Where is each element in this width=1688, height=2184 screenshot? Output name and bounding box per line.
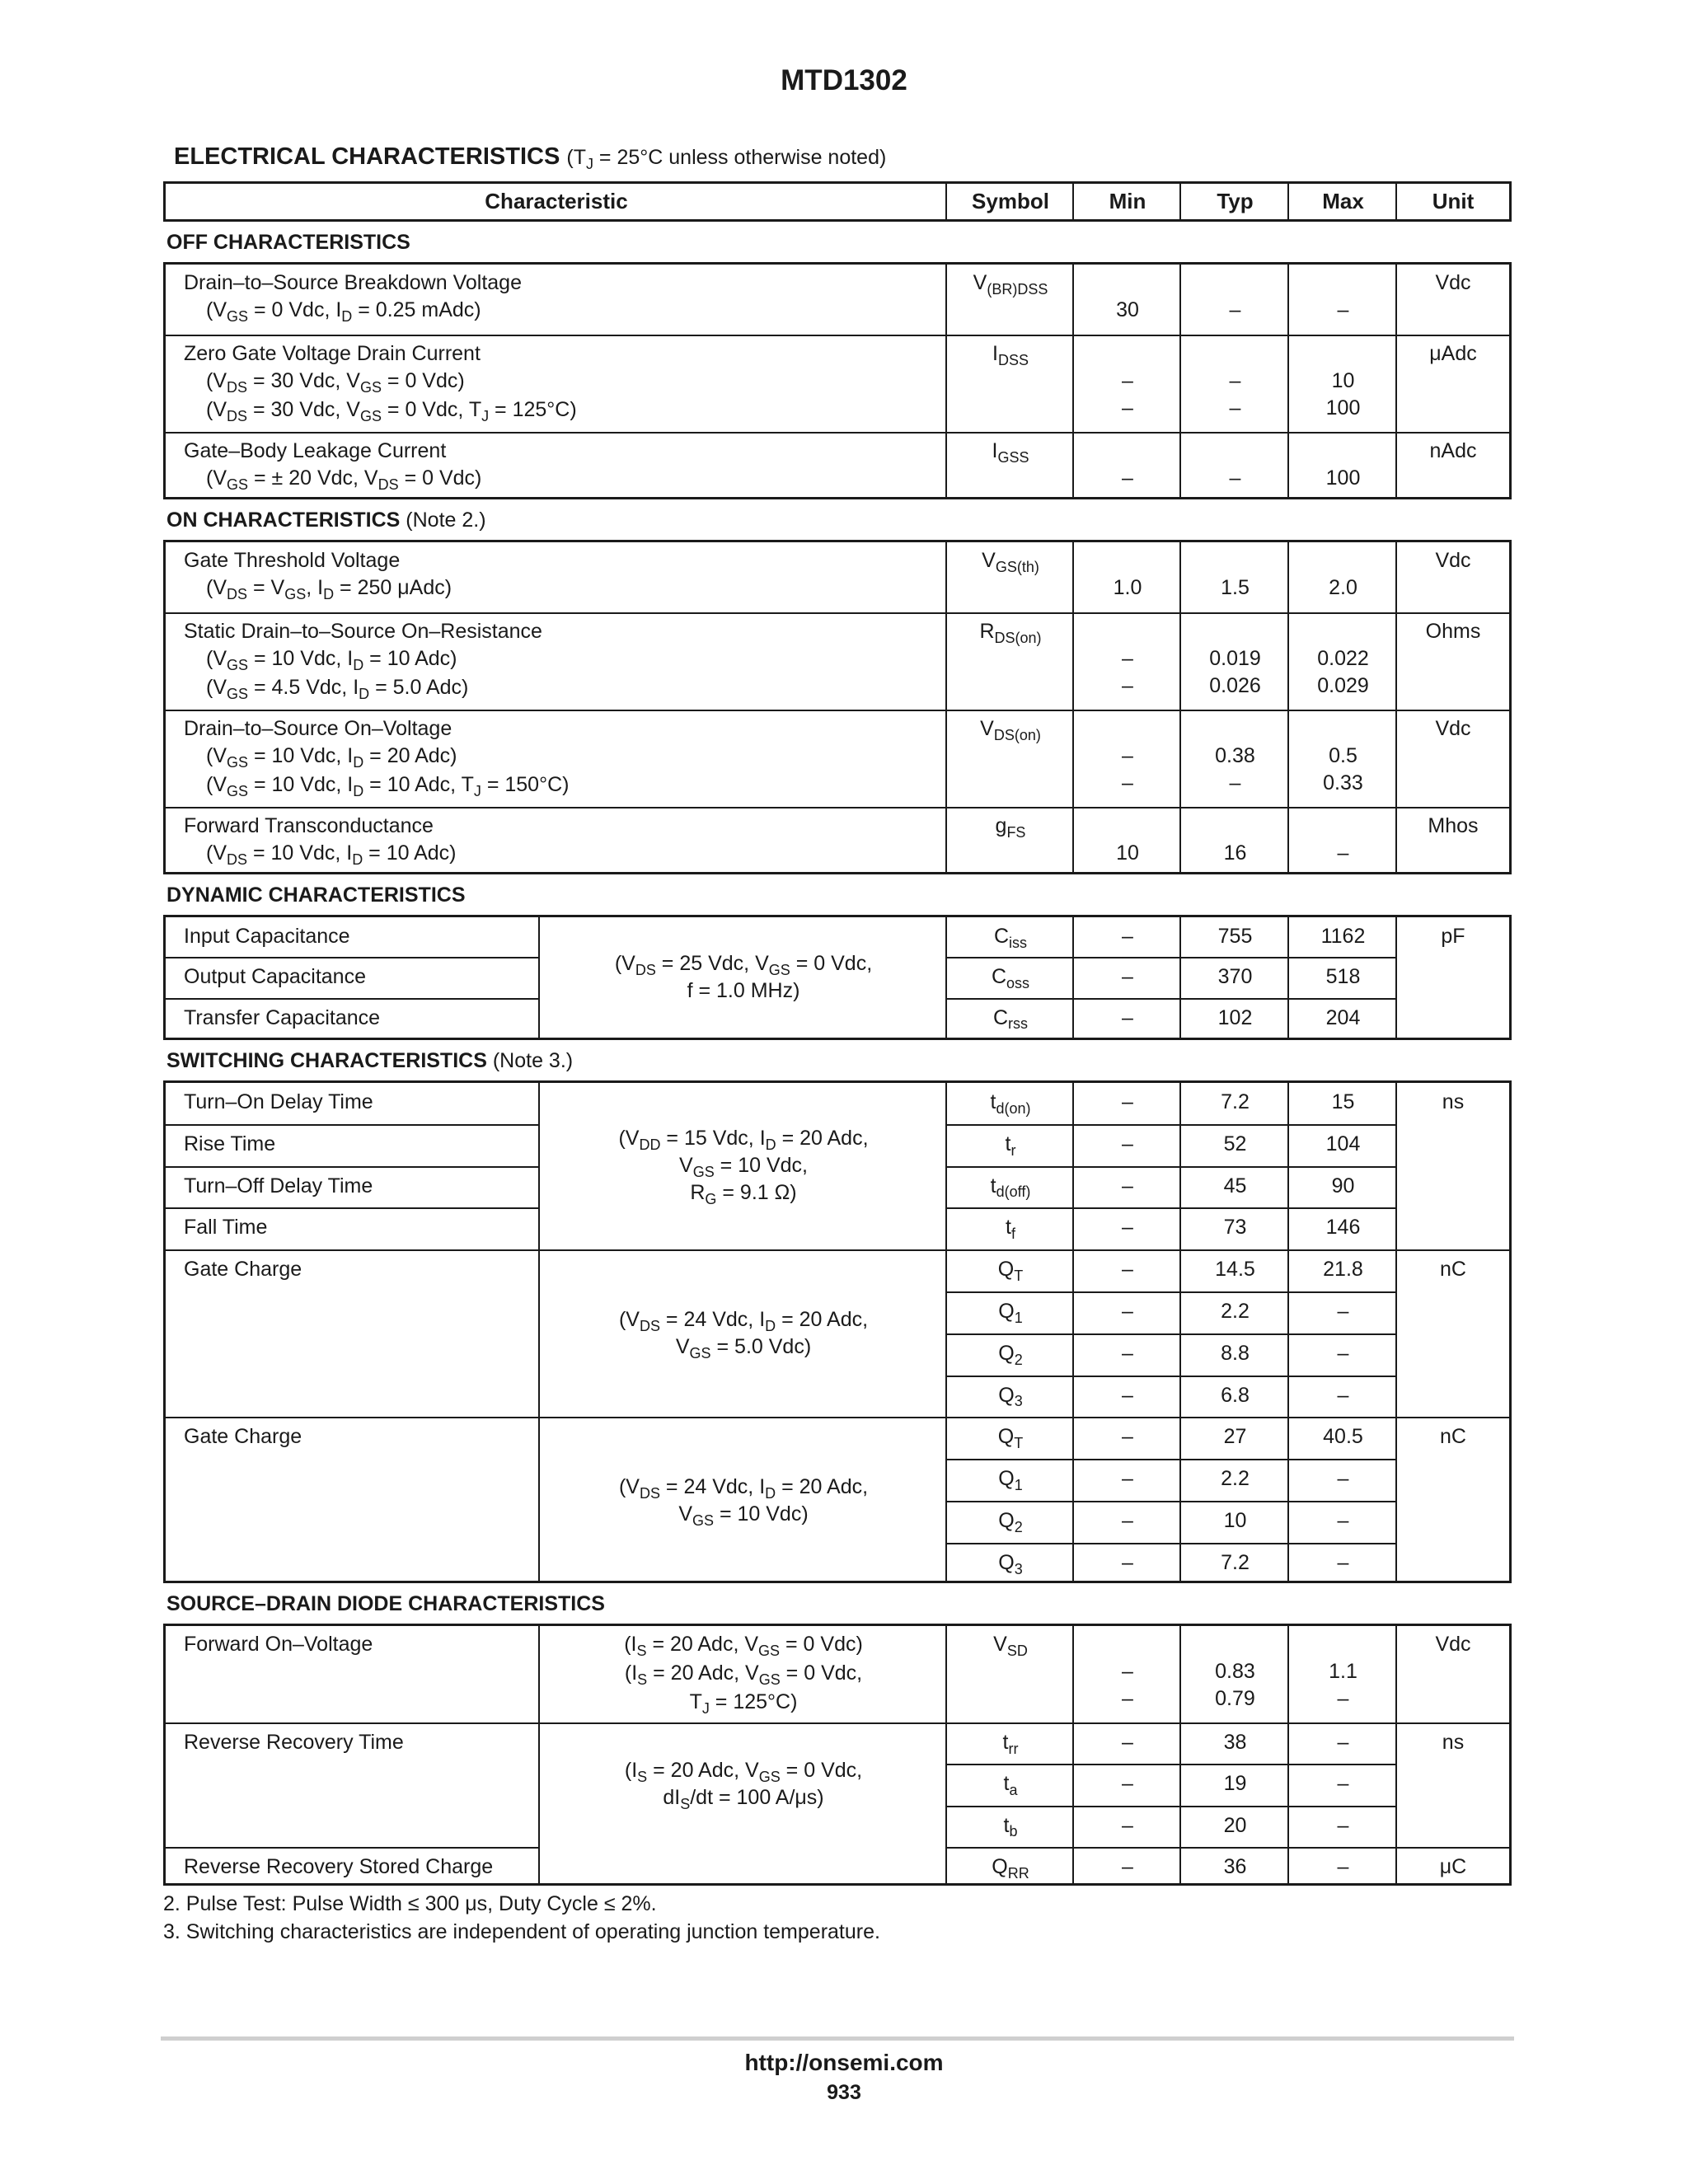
min: [1074, 645, 1181, 700]
unit: pF: [1441, 925, 1465, 948]
condition-line: f = 1.0 MHz): [687, 978, 800, 1002]
min-value: 30: [1116, 298, 1139, 321]
symbol: $Q_1$: [998, 1300, 1023, 1326]
min-value: –: [1122, 396, 1133, 419]
typ: 14.5: [1215, 1258, 1255, 1282]
min-value: –: [1122, 744, 1133, 767]
symbol: $t_a$: [1003, 1772, 1018, 1799]
characteristic-name: Rise Time: [184, 1132, 276, 1155]
max: [1289, 368, 1397, 422]
min-value: –: [1122, 1660, 1133, 1683]
table-row: [184, 340, 926, 425]
max: –: [1337, 1383, 1349, 1407]
on-section: [166, 509, 486, 532]
min-value: –: [1122, 466, 1133, 490]
dynamic-block: [163, 915, 1512, 1040]
min: –: [1122, 1090, 1133, 1113]
symbol: $t_b$: [1003, 1813, 1018, 1840]
max: 204: [1325, 1005, 1361, 1029]
symbol: $V_{(BR)DSS}$: [973, 271, 1048, 298]
characteristic-name: Gate Threshold Voltage: [184, 549, 401, 572]
row-divider: [947, 1333, 1397, 1335]
row-divider: [166, 1249, 1509, 1251]
symbol: $I_{DSS}$: [992, 342, 1029, 368]
condition-line: $V_{GS} = 10$ Vdc): [678, 1502, 809, 1529]
table-row: [184, 813, 926, 869]
max: 90: [1331, 1174, 1355, 1197]
test-condition: ($V_{GS} = 10$ Vdc, $I_D = 20$ Adc): [206, 744, 457, 771]
min: [1074, 840, 1181, 867]
row-divider: [166, 1124, 540, 1126]
table-title: [174, 143, 886, 171]
switching-section: [166, 1049, 573, 1073]
symbol: $Q_3$: [998, 1383, 1023, 1410]
typ: 7.2: [1221, 1090, 1250, 1113]
unit: Vdc: [1435, 717, 1471, 740]
typ: [1181, 368, 1289, 422]
condition-line: ($I_S = 20$ Adc, $V_{GS} = 0$ Vdc,: [624, 1661, 863, 1688]
unit: Vdc: [1435, 549, 1471, 572]
dynamic-section-title: DYNAMIC CHARACTERISTICS: [166, 883, 466, 907]
condition-line: $V_{GS} = 5.0$ Vdc): [675, 1334, 812, 1361]
max: 40.5: [1323, 1425, 1363, 1449]
off-block: [163, 262, 1512, 499]
header-symbol: Symbol: [972, 189, 1049, 213]
min: –: [1122, 1854, 1133, 1878]
max-value: 100: [1325, 466, 1361, 490]
min: –: [1122, 1772, 1133, 1796]
row-divider: [947, 1847, 1397, 1849]
typ-value: 1.5: [1221, 576, 1250, 599]
test-condition: ($V_{DS} = 10$ Vdc, $I_D = 10$ Adc): [206, 841, 457, 868]
min-value: –: [1122, 369, 1133, 392]
typ-value: –: [1229, 369, 1241, 392]
test-condition: [540, 1758, 947, 1812]
min: [1074, 297, 1181, 324]
row-divider: [1397, 1847, 1509, 1849]
symbol: $Q_2$: [998, 1341, 1023, 1368]
on-section-note: (Note 2.): [400, 509, 486, 532]
typ: 2.2: [1221, 1300, 1250, 1323]
header-min: Min: [1109, 189, 1146, 213]
max-value: –: [1337, 1687, 1349, 1710]
characteristic-name: Gate–Body Leakage Current: [184, 439, 447, 462]
max: 518: [1325, 965, 1361, 989]
typ: 27: [1223, 1425, 1247, 1449]
max: 21.8: [1323, 1258, 1363, 1282]
min: –: [1122, 1258, 1133, 1282]
typ-value: 16: [1223, 841, 1247, 865]
typ-value: 0.38: [1215, 744, 1255, 767]
min: –: [1122, 1174, 1133, 1197]
test-condition: ($V_{GS} = 4.5$ Vdc, $I_D = 5.0$ Adc): [206, 676, 469, 702]
unit: ns: [1442, 1090, 1465, 1113]
row-divider: [947, 957, 1397, 958]
page-number: 933: [827, 2081, 861, 2104]
typ: 102: [1217, 1005, 1253, 1029]
row-divider: [166, 1722, 1509, 1724]
condition-line: $T_J = 125^\circ C$): [689, 1690, 798, 1717]
symbol: $C_{iss}$: [993, 925, 1028, 951]
characteristic-name: Gate Charge: [184, 1425, 302, 1449]
max: 104: [1325, 1132, 1361, 1155]
characteristic-name: Turn–On Delay Time: [184, 1090, 373, 1113]
max: [1289, 297, 1397, 324]
min-value: –: [1122, 771, 1133, 794]
test-condition: ($V_{GS} = 10$ Vdc, $I_D = 10$ Adc, $T_J = 150^\circ C$): [206, 773, 570, 799]
typ-value: 0.83: [1215, 1660, 1255, 1683]
row-divider: [947, 1806, 1397, 1807]
min: –: [1122, 1550, 1133, 1574]
row-divider: [166, 432, 1509, 434]
symbol: $C_{rss}$: [992, 1005, 1029, 1033]
symbol: $t_f$: [1006, 1216, 1015, 1243]
unit: Vdc: [1435, 271, 1471, 294]
characteristic-name: Zero Gate Voltage Drain Current: [184, 342, 481, 365]
test-condition: ($V_{DS} = 30$ Vdc, $V_{GS} = 0$ Vdc): [206, 369, 465, 396]
min-value: –: [1122, 647, 1133, 670]
min: –: [1122, 1005, 1133, 1029]
max: [1289, 743, 1397, 797]
characteristic-name: Reverse Recovery Time: [184, 1731, 404, 1754]
min: [1074, 574, 1181, 602]
test-condition: ($V_{GS}$ = ± 20 Vdc, $V_{DS} = 0$ Vdc): [206, 466, 482, 493]
typ: [1181, 743, 1289, 797]
typ: 7.2: [1221, 1550, 1250, 1574]
unit: Mhos: [1428, 814, 1479, 837]
min: –: [1122, 965, 1133, 989]
symbol: $Q_{RR}$: [992, 1854, 1029, 1882]
condition-line: ($V_{DS} = 25$ Vdc, $V_{GS} = 0$ Vdc,: [614, 951, 873, 978]
characteristic-name: Forward On–Voltage: [184, 1633, 373, 1656]
characteristic-name: Forward Transconductance: [184, 814, 434, 837]
diode-block: [163, 1624, 1512, 1886]
header-max: Max: [1322, 189, 1364, 213]
typ: 370: [1217, 965, 1253, 989]
switching-section-title: SWITCHING CHARACTERISTICS: [166, 1049, 487, 1072]
test-condition: [540, 1126, 947, 1207]
min: [1074, 465, 1181, 492]
max: –: [1337, 1813, 1349, 1837]
table-condition: ($T_J = 25^\circ C$ unless otherwise noted): [566, 146, 887, 172]
row-divider: [166, 1166, 540, 1168]
symbol: $t_{rr}$: [1002, 1731, 1019, 1757]
condition-line: $V_{GS} = 10$ Vdc,: [679, 1154, 808, 1180]
footnote: 3. Switching characteristics are independent of operating junction temperature.: [163, 1920, 880, 1943]
max-value: 1.1: [1329, 1660, 1357, 1683]
row-divider: [166, 710, 1509, 711]
max: –: [1337, 1772, 1349, 1796]
typ: [1181, 465, 1289, 492]
footer-divider: [161, 2036, 1514, 2041]
max: [1289, 645, 1397, 700]
row-divider: [947, 1459, 1397, 1460]
typ: 36: [1223, 1854, 1247, 1878]
condition-line: $dI_S/dt = 100$ A/μs): [663, 1786, 824, 1813]
max: –: [1337, 1550, 1349, 1574]
table-title-text: ELECTRICAL CHARACTERISTICS: [174, 143, 560, 170]
min: [1074, 368, 1181, 422]
row-divider: [166, 807, 1509, 808]
row-divider: [166, 998, 540, 1000]
condition-line: $R_G = 9.1$ Ω): [690, 1181, 797, 1207]
condition-line: ($V_{DS} = 24$ Vdc, $I_D = 20$ Adc,: [618, 1307, 869, 1334]
min: –: [1122, 1383, 1133, 1407]
switching-section-note: (Note 3.): [486, 1049, 574, 1072]
switching-block: [163, 1080, 1512, 1583]
test-condition: [540, 1307, 947, 1361]
row-divider: [947, 1376, 1397, 1377]
max-value: –: [1337, 841, 1349, 865]
typ-value: –: [1229, 298, 1241, 321]
min: [1074, 1658, 1181, 1713]
symbol: $V_{SD}$: [993, 1633, 1028, 1659]
dynamic-section: [166, 883, 466, 907]
characteristic-name: Fall Time: [184, 1216, 268, 1240]
table-header: [163, 181, 1512, 222]
row-divider: [166, 1207, 540, 1209]
page-title: MTD1302: [781, 64, 907, 96]
test-condition: ($V_{DS} = 30$ Vdc, $V_{GS} = 0$ Vdc, $T_J = 125^\circ C$): [206, 398, 577, 424]
min-value: –: [1122, 674, 1133, 697]
typ: [1181, 840, 1289, 867]
symbol: $t_{d(off)}$: [990, 1174, 1031, 1201]
symbol: $Q_2$: [998, 1509, 1023, 1535]
symbol: $t_{d(on)}$: [990, 1090, 1031, 1117]
typ: 755: [1217, 925, 1253, 948]
unit: nC: [1440, 1258, 1466, 1282]
typ: 19: [1223, 1772, 1247, 1796]
max: –: [1337, 1731, 1349, 1754]
symbol: $C_{oss}$: [991, 965, 1030, 992]
unit: μAdc: [1429, 342, 1477, 365]
typ: [1181, 574, 1289, 602]
max: 1162: [1320, 925, 1366, 948]
typ-value: –: [1229, 466, 1241, 490]
characteristic-name: Drain–to–Source On–Voltage: [184, 717, 452, 740]
min: –: [1122, 1813, 1133, 1837]
max: –: [1337, 1854, 1349, 1878]
row-divider: [947, 1501, 1397, 1502]
characteristic-name: Static Drain–to–Source On–Resistance: [184, 620, 542, 643]
min: –: [1122, 1731, 1133, 1754]
typ-value: –: [1229, 771, 1241, 794]
diode-section-title: SOURCE–DRAIN DIODE CHARACTERISTICS: [166, 1592, 605, 1615]
row-divider: [166, 1847, 540, 1849]
symbol: $V_{GS(th)}$: [982, 549, 1039, 575]
min: –: [1122, 1300, 1133, 1323]
max-value: 0.022: [1317, 647, 1369, 670]
characteristic-name: Input Capacitance: [184, 925, 350, 948]
max: [1289, 1658, 1397, 1713]
symbol: $Q_T$: [997, 1258, 1024, 1284]
row-divider: [947, 1764, 1397, 1765]
off-section: [166, 231, 410, 255]
max-value: 100: [1325, 396, 1361, 419]
condition-line: ($V_{DS} = 24$ Vdc, $I_D = 20$ Adc,: [618, 1475, 869, 1502]
characteristic-name: Output Capacitance: [184, 965, 366, 989]
row-divider: [947, 1291, 1397, 1293]
symbol: $Q_T$: [997, 1425, 1024, 1452]
min: –: [1122, 1341, 1133, 1365]
typ: 8.8: [1221, 1341, 1250, 1365]
condition-line: ($I_S = 20$ Adc, $V_{GS} = 0$ Vdc): [624, 1633, 863, 1659]
test-condition: ($V_{GS} = 10$ Vdc, $I_D = 10$ Adc): [206, 647, 457, 673]
typ: [1181, 645, 1289, 700]
on-block: [163, 540, 1512, 874]
typ: [1181, 297, 1289, 324]
typ: 52: [1223, 1132, 1247, 1155]
symbol: $V_{DS(on)}$: [980, 717, 1041, 743]
symbol: $t_r$: [1005, 1132, 1016, 1159]
max: –: [1337, 1300, 1349, 1323]
table-row: [184, 269, 926, 326]
characteristic-name: Gate Charge: [184, 1258, 302, 1282]
table-row: [184, 438, 926, 494]
max-value: 2.0: [1329, 576, 1357, 599]
test-condition: [540, 951, 947, 1004]
typ: 38: [1223, 1731, 1247, 1754]
characteristic-name: Drain–to–Source Breakdown Voltage: [184, 271, 522, 294]
characteristic-name: Transfer Capacitance: [184, 1005, 381, 1029]
row-divider: [947, 1543, 1397, 1544]
condition-line: ($I_S = 20$ Adc, $V_{GS} = 0$ Vdc,: [624, 1759, 863, 1786]
unit: μC: [1439, 1854, 1467, 1878]
unit: nC: [1440, 1425, 1466, 1449]
row-divider: [947, 1166, 1397, 1168]
max: –: [1337, 1509, 1349, 1532]
table-row: [184, 715, 926, 800]
min: –: [1122, 1132, 1133, 1155]
typ: 10: [1223, 1509, 1247, 1532]
min: –: [1122, 1425, 1133, 1449]
symbol: $I_{GSS}$: [992, 439, 1029, 466]
typ: 6.8: [1221, 1383, 1250, 1407]
min-value: –: [1122, 1687, 1133, 1710]
diode-section: [166, 1592, 605, 1616]
min: –: [1122, 1467, 1133, 1491]
typ: 2.2: [1221, 1467, 1250, 1491]
min-value: 10: [1116, 841, 1139, 865]
row-divider: [947, 998, 1397, 1000]
header-unit: Unit: [1432, 189, 1475, 213]
max: –: [1337, 1467, 1349, 1491]
header-characteristic: Characteristic: [485, 189, 628, 213]
footer-link[interactable]: http://onsemi.com: [744, 2050, 944, 2075]
typ-value: 0.019: [1209, 647, 1261, 670]
symbol: $g_{FS}$: [995, 814, 1026, 841]
typ: [1181, 1658, 1289, 1713]
table-row: [184, 618, 926, 703]
typ-value: 0.026: [1209, 674, 1261, 697]
max-value: 0.029: [1317, 674, 1369, 697]
row-divider: [947, 1124, 1397, 1126]
min: –: [1122, 1509, 1133, 1532]
unit: Vdc: [1435, 1633, 1471, 1656]
on-section-title: ON CHARACTERISTICS: [166, 509, 401, 532]
max-value: 10: [1331, 369, 1355, 392]
typ: 45: [1223, 1174, 1247, 1197]
off-section-title: OFF CHARACTERISTICS: [166, 231, 410, 254]
row-divider: [166, 335, 1509, 336]
condition-line: ($V_{DD} = 15$ Vdc, $I_D = 20$ Adc,: [618, 1127, 869, 1153]
symbol: $Q_3$: [998, 1550, 1023, 1577]
table-row: [184, 547, 926, 603]
footnotes: [163, 1890, 880, 1946]
typ: 73: [1223, 1216, 1247, 1240]
characteristic-name: Reverse Recovery Stored Charge: [184, 1854, 494, 1878]
test-condition: ($V_{DS} = V_{GS}$, $I_D = 250$ μAdc): [206, 576, 452, 602]
typ: 20: [1223, 1813, 1247, 1837]
max-value: 0.5: [1329, 744, 1357, 767]
symbol: $R_{DS(on)}$: [979, 620, 1042, 646]
row-divider: [166, 612, 1509, 614]
typ-value: –: [1229, 396, 1241, 419]
min: [1074, 743, 1181, 797]
max: –: [1337, 1341, 1349, 1365]
unit: nAdc: [1429, 439, 1477, 462]
characteristic-name: Turn–Off Delay Time: [184, 1174, 373, 1197]
min-value: 1.0: [1113, 576, 1142, 599]
max-value: 0.33: [1323, 771, 1363, 794]
max: [1289, 840, 1397, 867]
max-value: –: [1337, 298, 1349, 321]
header-typ: Typ: [1217, 189, 1254, 213]
row-divider: [947, 1207, 1397, 1209]
test-condition: [540, 1474, 947, 1529]
typ-value: 0.79: [1215, 1687, 1255, 1710]
max: [1289, 465, 1397, 492]
max: 15: [1331, 1090, 1355, 1113]
max: [1289, 574, 1397, 602]
test-condition: ($V_{GS} = 0$ Vdc, $I_D = 0.25$ mAdc): [206, 298, 481, 325]
min: –: [1122, 1216, 1133, 1240]
test-condition: [540, 1631, 947, 1718]
symbol: $Q_1$: [998, 1467, 1023, 1493]
row-divider: [166, 957, 540, 958]
max: 146: [1325, 1216, 1361, 1240]
unit: ns: [1442, 1731, 1465, 1754]
unit: Ohms: [1425, 620, 1481, 643]
min: –: [1122, 925, 1133, 948]
footnote: 2. Pulse Test: Pulse Width ≤ 300 μs, Duty Cycle ≤ 2%.: [163, 1892, 657, 1915]
row-divider: [166, 1417, 1509, 1418]
